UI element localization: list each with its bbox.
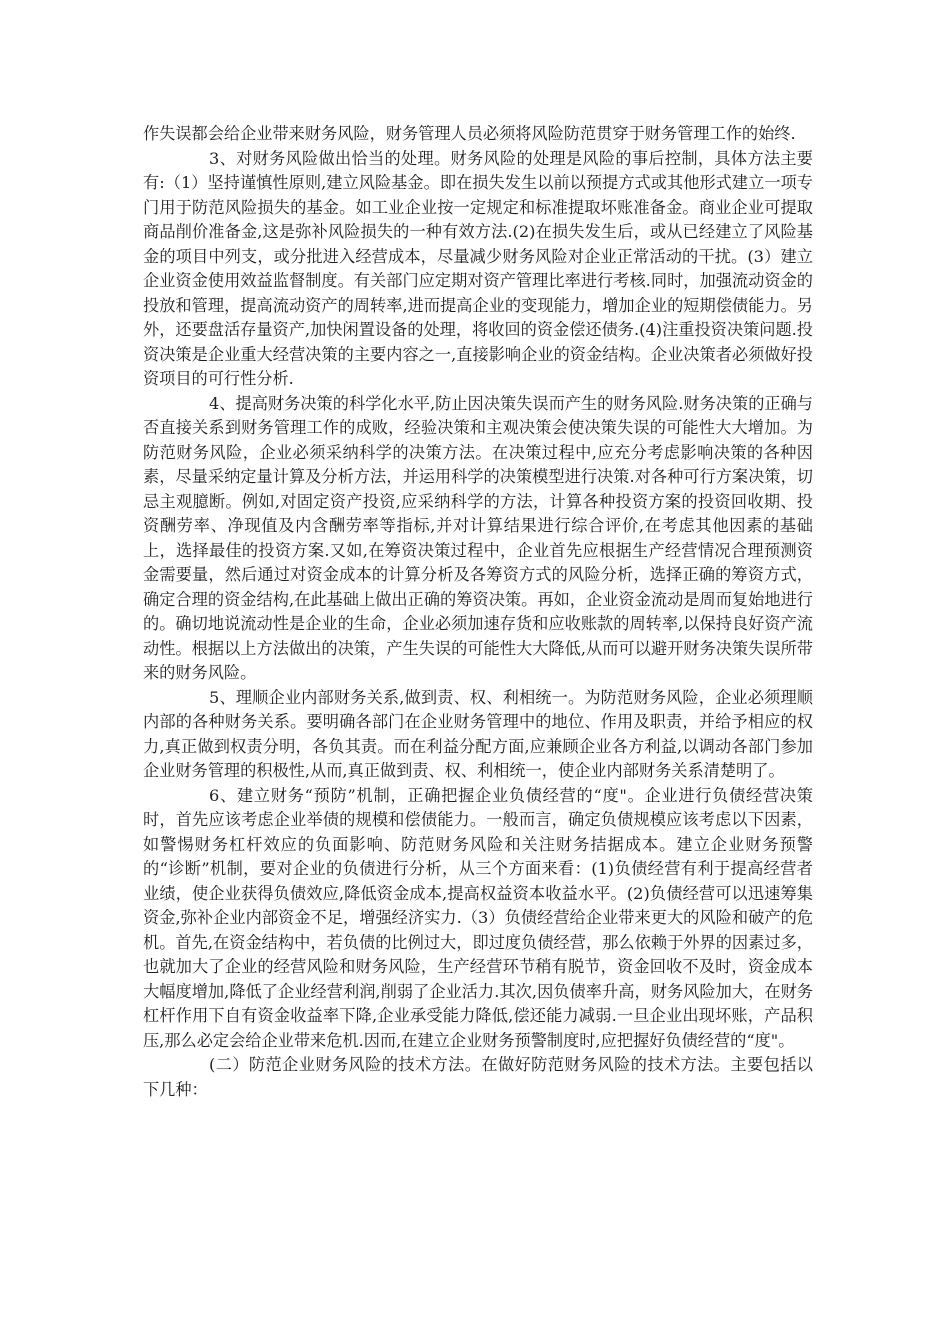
paragraph-technical-methods: (二）防范企业财务风险的技术方法。在做好防范财务风险的技术方法。主要包括以下几种： xyxy=(143,1055,813,1099)
paragraph-decision-science: 4、提高财务决策的科学化水平,防止因决策失误而产生的财务风险.财务决策的正确与否直接关系到财务管理工作的成败，经验决策和主观决策会使决策失误的可能性大大增加。为防范财务风险，企业必须采纳科学的决策方法。在决策过程中,应充分考虑影响决策的各种因素，尽量采纳定量计算及分析方法，并运用科学的决策模型进行决策.对各种可行方案决策，切忌主观臆断。例如,对固定资产投资,应采纳科学的方法，计算各种投资方案的投资回收期、投资酬劳率、净现值及内含酬劳率等指标,并对计算结果进行综合评价,在考虑其他因素的基础上，选择最佳的投资方案.又如,在筹资决策过程中，企业首先应根据生产经营情况合理预测资金需要量，然后通过对资金成本的计算分析及各筹资方式的风险分析，选择正确的筹资方式，确定合理的资金结构,在此基础上做出正确的筹资决策。再如，企业资金流动是周而复始地进行的。确切地说流动性是企业的生命，企业必须加速存货和应收账款的周转率,以保持良好资产流动性。根据以上方法做出的决策，产生失误的可能性大大降低,从而可以避开财务决策失误所带来的财务风险。 xyxy=(143,393,813,682)
document-body xyxy=(143,122,813,1102)
paragraph-prevention-mechanism: 6、建立财务“预防”机制，正确把握企业负债经营的“度"。企业进行负债经营决策时，首先应该考虑企业举债的规模和偿债能力。一般而言，确定负债规模应该考虑以下因素，如警惕财务杠杆效应的负面影响、防范财务风险和关注财务拮据成本。建立企业财务预警的“诊断”机制，要对企业的负债进行分析，从三个方面来看：(1)负债经营有利于提高经营者业绩，使企业获得负债效应,降低资金成本,提高权益资本收益水平。(2)负债经营可以迅速筹集资金,弥补企业内部资金不足，增强经济实力.（3）负债经营给企业带来更大的风险和破产的危机。首先,在资金结构中，若负债的比例过大，即过度负债经营，那么依赖于外界的因素过多，也就加大了企业的经营风险和财务风险，生产经营环节稍有脱节，资金回收不及时，资金成本大幅度增加,降低了企业经营利润,削弱了企业活力.其次,因负债率升高，财务风险加大，在财务杠杆作用下自有资金收益率下降,企业承受能力降低,偿还能力减弱.一旦企业出现坏账，产品积压,那么必定会给企业带来危机.因而,在建立企业财务预警制度时,应把握好负债经营的“度"。 xyxy=(143,785,813,1050)
paragraph-risk-handling: 3、对财务风险做出恰当的处理。财务风险的处理是风险的事后控制，具体方法主要有:（1）坚持谨慎性原则,建立风险基金。即在损失发生以前以预提方式或其他形式建立一项专门用于防范风险损失的基金。如工业企业按一定规定和标准提取坏账准备金。商业企业可提取商品削价准备金,这是弥补风险损失的一种有效方法.(2)在损失发生后，或从已经建立了风险基金的项目中列支，或分批进入经营成本，尽量减少财务风险对企业正常活动的干扰。(3）建立企业资金使用效益监督制度。有关部门应定期对资产管理比率进行考核.同时，加强流动资金的投放和管理，提高流动资产的周转率,进而提高企业的变现能力，增加企业的短期偿债能力。另外，还要盘活存量资产,加快闲置设备的处理，将收回的资金偿还债务.(4)注重投资决策问题.投资决策是企业重大经营决策的主要内容之一,直接影响企业的资金结构。企业决策者必须做好投资项目的可行性分析. xyxy=(143,148,813,388)
paragraph-continuation: 作失误都会给企业带来财务风险，财务管理人员必须将风险防范贯穿于财务管理工作的始终. xyxy=(143,124,796,143)
paragraph-internal-relations: 5、理顺企业内部财务关系,做到责、权、利相统一。为防范财务风险，企业必须理顺内部的各种财务关系。要明确各部门在企业财务管理中的地位、作用及职责，并给予相应的权力,真正做到权责分明，各负其责。而在利益分配方面,应兼顾企业各方利益,以调动各部门参加企业财务管理的积极性,从而,真正做到责、权、利相统一，使企业内部财务关系清楚明了。 xyxy=(143,687,813,780)
